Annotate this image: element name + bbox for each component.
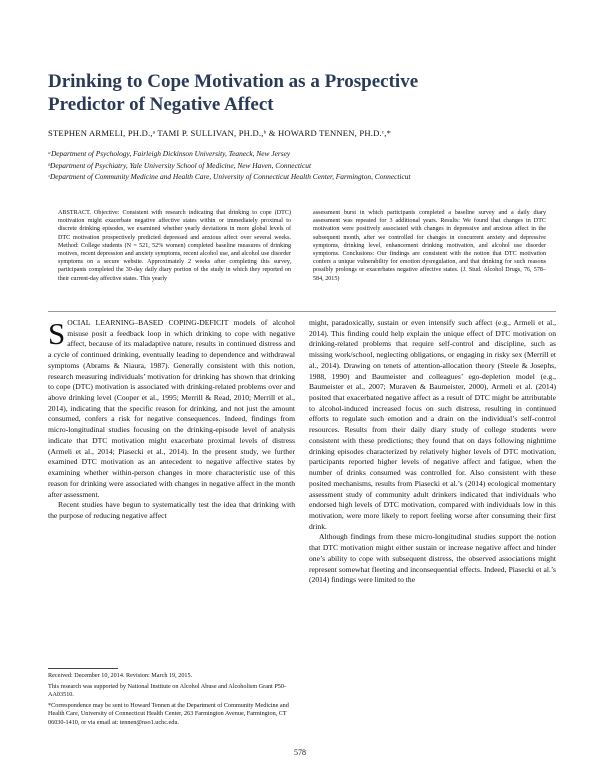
page-number: 578 [294, 748, 306, 757]
body-column-left [48, 318, 295, 522]
funding-note: This research was supported by National Institute on Alcohol Abuse and Alcoholism Grant P50-AA03510. [48, 682, 287, 699]
affiliation-c: ᶜDepartment of Community Medicine and Health Care, University of Connecticut Health Center, Farmington, Connecticut [48, 172, 411, 181]
received-date: Received: December 10, 2014. Revision: March 19, 2015. [48, 672, 193, 679]
footnotes [48, 672, 298, 730]
body-paragraph: might, paradoxically, sustain or even intensify such affect (e.g., Armeli et al., 2014). This finding could help explain the unique effect of DTC motivation on drinking-related problems that require self-control and discipline, such as missing work/school, neglecting obligations, or engaging in risky sex (Merrill et al., 2014). Drawing on tenets of attention-allocation theory (Steele & Josephs, 1988, 1990) and Baumeister and colleagues’ ego-depletion model (e.g., Baumeister et al., 2007; Muraven & Baumeister, 2000), Armeli et al. (2014) posited that exacerbated negative affect as a result of DTC might be attributable to alcohol-induced increased focus on such distress, resulting in continued efforts to regulate such emotion and a drain on the individual’s self-control resources. Results from their daily diary study of college students were consistent with these predictions; they found that on days following nighttime drinking episodes characterized by relatively higher levels of DTC motivation, participants reported higher levels of negative affect and fatigue, when the number of drinks consumed was controlled for. Also consistent with these posited mechanisms, results from Piasecki et al.’s (2014) ecological momentary assessment study of community adult drinkers indicated that individuals who endorsed high levels of DTC motivation, compared with individuals low in this motivation, were more likely to report feeling worse after consuming their first drink. [309, 318, 556, 531]
correspondence-note: *Correspondence may be sent to Howard Tennen at the Department of Community Medicine and Health Care, University of Connecticut Health Center, 263 Farmington Avenue, Farmington, CT 06030-1410, or via email at: tennen@nso1.uchc.edu. [48, 701, 289, 726]
abstract-left-column: ABSTRACT. Objective: Consistent with research indicating that drinking to cope (DTC) motivation might exacerbate negative affective states within or immediately proximal to discrete drinking episodes, we examined whether yearly deviations in more global levels of DTC motivation prospectively predicted depressed and anxious affect over several weeks. Method: College students (N = 521, 52% women) completed baseline measures of drinking motives, recent depression and anxiety symptoms, recent alcohol use, and alcohol use disorder symptoms on a secure website. Approximately 2 weeks after completing this survey, participants completed the 30-day daily diary portion of the study in which they reported on their current-day affective states. This yearly [58, 210, 291, 282]
body-column-right [309, 318, 556, 586]
author-list: STEPHEN ARMELI, PH.D.,ᵃ TAMI P. SULLIVAN, PH.D.,ᵇ & HOWARD TENNEN, PH.D.ᶜ,* [48, 128, 392, 138]
intro-text: OCIAL LEARNING–BASED COPING-DEFICIT models of alcohol misuse posit a feedback loop in which drinking to cope with negative affect, because of its maladaptive nature, results in continued distress and a cycle of continued drinking, eventually leading to dependence and withdrawal symptoms (Abrams & Niaura, 1987). Generally consistent with this notion, research measuring individuals’ motivation for drinking has shown that drinking to cope (DTC) motivation is associated with drinking-related problems over and above drinking level (Cooper et al., 1995; Merrill & Read, 2010; Merrill et al., 2014), indicating that the specific reason for drinking, and not just the amount consumed, confers a risk for negative consequences. Indeed, findings from micro-longitudinal studies focusing on the drinking-episode level of analysis indicate that DTC motivation might exacerbate proximal levels of distress (Armeli et al., 2014; Piasecki et al., 2014). In the present study, we further examined DTC motivation as an antecedent to negative affective states by examining whether within-person changes in more characteristic use of this reason for drinking were associated with changes in negative affect in the month after assessment. [48, 318, 295, 499]
affiliation-a: ᵃDepartment of Psychology, Fairleigh Dickinson University, Teaneck, New Jersey [48, 149, 291, 158]
abstract-right-column: assessment burst in which participants completed a baseline survey and a daily diary assessment was repeated for 3 additional years. Results: We found that changes in DTC motivation were positively associated with changes in depressive and anxious affect in the subsequent month, after we controlled for changes in concurrent anxiety and depressive symptoms, drinking level, enhancement drinking motivation, and alcohol use disorder symptoms. Conclusions: Our findings are consistent with the notion that DTC motivation confers a unique vulnerability for emotion dysregulation, and that drinking for such reasons possibly prolongs or exacerbates negative affective states. (J. Stud. Alcohol Drugs, 76, 578–584, 2015) [313, 210, 546, 282]
body-paragraph: Although findings from these micro-longitudinal studies support the notion that DTC motivation might either sustain or increase negative affect and hinder one’s ability to cope with subsequent distress, the observed associations might represent somewhat fleeting and inconsequential effects. Indeed, Piasecki et al.’s (2014) findings were limited to the [309, 532, 556, 585]
article-title: Drinking to Cope Motivation as a Prospective Predictor of Negative Affect [48, 71, 419, 115]
footnote-divider [48, 668, 118, 669]
abstract [58, 209, 546, 283]
affiliations [48, 148, 411, 183]
body-paragraph: Recent studies have begun to systematically test the idea that drinking with the purpose of reducing negative affect [48, 500, 295, 520]
affiliation-b: ᵇDepartment of Psychiatry, Yale University School of Medicine, New Haven, Connecticut [48, 160, 312, 170]
body-paragraph [48, 318, 295, 500]
section-divider [48, 311, 556, 312]
drop-cap: S [48, 316, 66, 351]
